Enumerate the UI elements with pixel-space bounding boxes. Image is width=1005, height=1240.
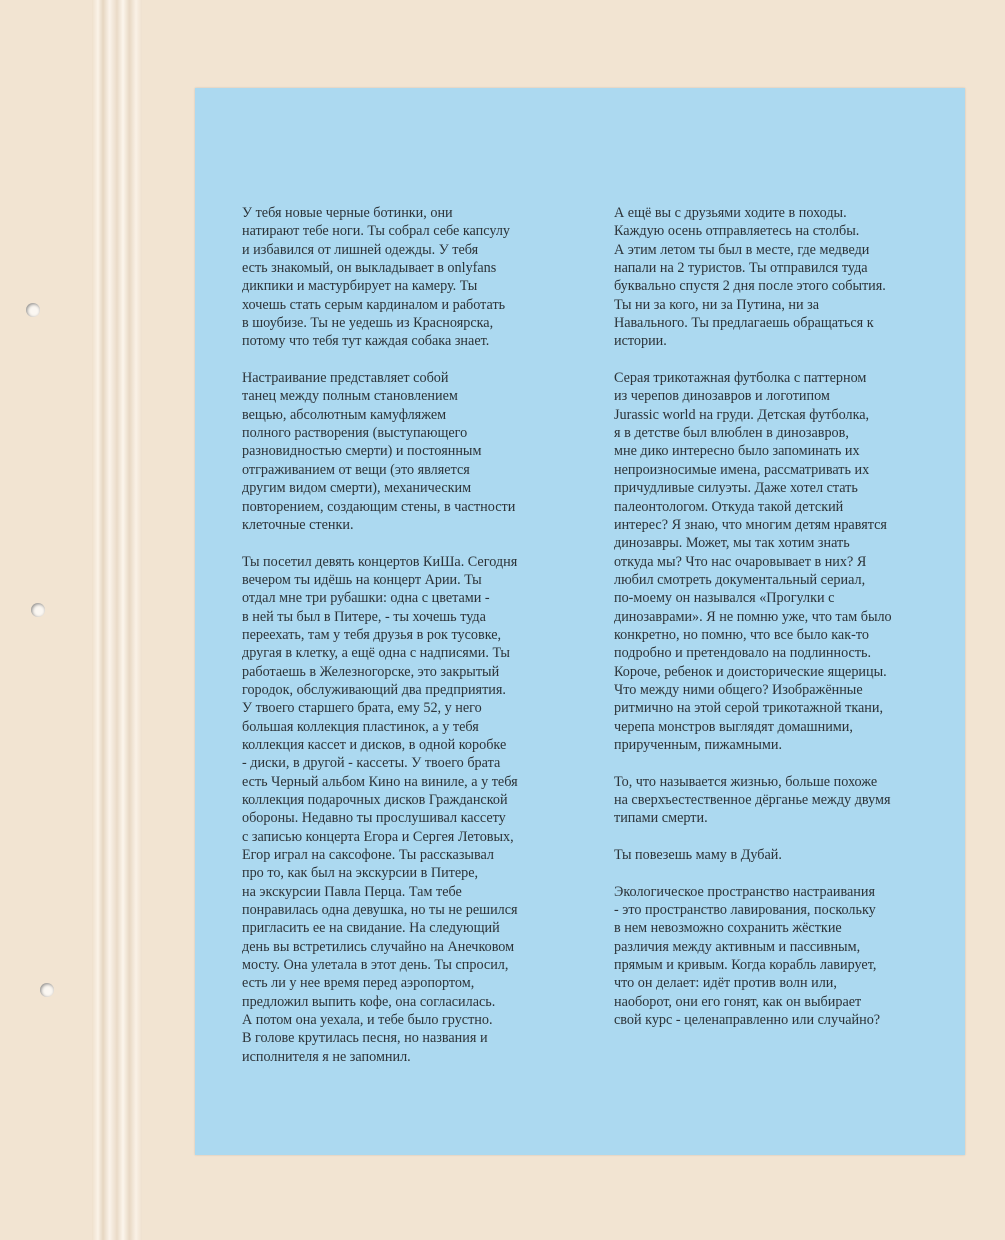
- text-line: Навального. Ты предлагаешь обращаться к: [614, 315, 874, 332]
- paragraph: [614, 369, 892, 754]
- text-line: Что между ними общего? Изображённые: [614, 681, 863, 698]
- text-line: коллекция подарочных дисков Гражданской: [242, 792, 508, 808]
- text-line: прямым и кривым. Когда корабль лавирует,: [614, 957, 877, 974]
- text-line: - диски, в другой - кассеты. У твоего брата: [242, 755, 501, 772]
- text-line: из черепов динозавров и логотипом: [614, 388, 830, 405]
- text-line: предложил выпить кофе, она согласилась.: [242, 993, 496, 1010]
- text-line: Каждую осень отправляетесь на столбы.: [614, 223, 860, 240]
- text-line: мне дико интересно было запоминать их: [614, 443, 860, 460]
- text-line: хочешь стать серым кардиналом и работать: [242, 296, 506, 313]
- text-line: в ней ты был в Питере, - ты хочешь туда: [242, 608, 486, 625]
- text-line: другим видом смерти), механическим: [242, 480, 472, 497]
- text-line: Серая трикотажная футболка с паттерном: [614, 370, 867, 387]
- text-line: коллекция кассет и дисков, в одной коробке: [242, 736, 507, 753]
- text-line: натирают тебе ноги. Ты собрал себе капсулу: [242, 223, 510, 240]
- text-line: с записью концерта Егора и Сергея Летовых,: [242, 828, 514, 845]
- paragraph: [242, 369, 518, 534]
- text-line: Короче, ребенок и доисторические ящерицы.: [614, 663, 887, 680]
- text-line: работаешь в Железногорске, это закрытый: [242, 663, 500, 680]
- text-line: есть Черный альбом Кино на виниле, а у тебя: [242, 773, 518, 790]
- text-line: исполнителя я не запомнил.: [242, 1048, 411, 1065]
- text-line: Настраивание представляет собой: [242, 370, 449, 387]
- text-line: вещью, абсолютным камуфляжем: [242, 406, 447, 423]
- text-line: на сверхъестественное дёрганье между двумя: [614, 792, 891, 808]
- text-line: Ты посетил девять концертов КиШа. Сегодня: [242, 553, 518, 570]
- text-line: вечером ты идёшь на концерт Арии. Ты: [242, 571, 482, 588]
- text-line: полного растворения (выступающего: [242, 425, 468, 442]
- text-line: динозаврами». Я не помню уже, что там было: [614, 608, 892, 625]
- text-line: пригласить ее на свидание. На следующий: [242, 920, 500, 937]
- text-line: динозавры. Может, мы так хотим знать: [614, 535, 850, 552]
- paragraph: [614, 846, 892, 864]
- text-line: танец между полным становлением: [242, 388, 458, 405]
- text-line: В голове крутилась песня, но названия и: [242, 1030, 488, 1047]
- text-line: ритмично на этой серой трикотажной ткани,: [614, 700, 884, 717]
- text-line: понравилась одна девушка, но ты не решился: [242, 902, 518, 919]
- text-line: повторением, создающим стены, в частности: [242, 498, 516, 515]
- text-line: Экологическое пространство настраивания: [614, 883, 875, 900]
- text-line: интерес? Я знаю, что многим детям нравятся: [614, 516, 887, 533]
- text-line: - это пространство лавирования, поскольку: [614, 902, 876, 919]
- text-line: прирученным, пижамными.: [614, 736, 783, 753]
- text-line: отдал мне три рубашки: одна с цветами -: [242, 590, 490, 607]
- text-line: по-моему он назывался «Прогулки с: [614, 590, 835, 607]
- text-line: что он делает: идёт против волн или,: [614, 975, 837, 992]
- text-line: черепа монстров выглядят домашними,: [614, 718, 853, 735]
- text-line: А этим летом ты был в месте, где медведи: [614, 241, 870, 258]
- paragraph: [614, 883, 892, 1030]
- text-line: отграживанием от вещи (это является: [242, 461, 470, 478]
- text-line: я в детстве был влюблен в динозавров,: [614, 425, 849, 442]
- punch-hole: [31, 603, 45, 617]
- text-line: А потом она уехала, и тебе было грустно.: [242, 1012, 493, 1029]
- text-line: напали на 2 туристов. Ты отправился туда: [614, 260, 868, 277]
- text-line: палеонтологом. Откуда такой детский: [614, 498, 844, 515]
- text-line: То, что называется жизнью, больше похоже: [614, 773, 878, 790]
- text-line: любил смотреть документальный сериал,: [614, 571, 866, 588]
- text-line: Jurassic world на груди. Детская футболка,: [614, 406, 870, 423]
- text-line: буквально спустя 2 дня после этого события.: [614, 278, 886, 295]
- text-line: есть ли у нее время перед аэропортом,: [242, 975, 475, 992]
- binder-fold: [92, 0, 142, 1240]
- text-line: день вы встретились случайно на Анечковом: [242, 938, 515, 955]
- punch-hole: [26, 303, 40, 317]
- text-line: про то, как был на экскурсии в Питере,: [242, 865, 479, 882]
- text-line: непроизносимые имена, рассматривать их: [614, 461, 870, 478]
- paragraph: [614, 204, 892, 351]
- text-line: обороны. Недавно ты прослушивал кассету: [242, 810, 506, 827]
- text-line: дикпики и мастурбирует на камеру. Ты: [242, 278, 478, 295]
- text-line: откуда мы? Что нас очаровывает в них? Я: [614, 553, 867, 570]
- text-line: Ты повезешь маму в Дубай.: [614, 847, 782, 864]
- text-line: А ещё вы с друзьями ходите в походы.: [614, 205, 847, 221]
- text-line: Ты ни за кого, ни за Путина, ни за: [614, 296, 820, 313]
- punch-hole: [40, 983, 54, 997]
- text-line: подробно и претендовало на подлинность.: [614, 645, 872, 662]
- blue-sheet: [195, 88, 965, 1155]
- text-line: в шоубизе. Ты не уедешь из Красноярска,: [242, 315, 494, 332]
- text-line: потому что тебя тут каждая собака знает.: [242, 333, 490, 350]
- paragraph: [614, 773, 892, 828]
- text-line: наоборот, они его гонят, как он выбирает: [614, 993, 862, 1010]
- paragraph: [242, 553, 518, 1067]
- text-line: разновидностью смерти) и постоянным: [242, 443, 482, 460]
- text-line: типами смерти.: [614, 810, 708, 827]
- text-line: конкретно, но помню, что все было как-то: [614, 626, 869, 643]
- right-column: [614, 204, 892, 1048]
- text-line: истории.: [614, 333, 667, 350]
- text-line: У твоего старшего брата, ему 52, у него: [242, 700, 482, 717]
- text-line: городок, обслуживающий два предприятия.: [242, 681, 506, 698]
- text-line: мосту. Она улетала в этот день. Ты спросил,: [242, 957, 509, 974]
- text-line: в нем невозможно сохранить жёсткие: [614, 920, 842, 937]
- text-line: клеточные стенки.: [242, 516, 354, 533]
- text-line: есть знакомый, он выкладывает в onlyfans: [242, 260, 497, 277]
- text-line: на экскурсии Павла Перца. Там тебе: [242, 883, 462, 900]
- text-line: различия между активным и пассивным,: [614, 938, 861, 955]
- text-line: свой курс - целенаправленно или случайно?: [614, 1012, 881, 1029]
- text-line: У тебя новые черные ботинки, они: [242, 205, 453, 221]
- text-line: причудливые силуэты. Даже хотел стать: [614, 480, 858, 497]
- text-line: Егор играл на саксофоне. Ты рассказывал: [242, 847, 494, 864]
- text-line: другая в клетку, а ещё одна с надписями. Ты: [242, 645, 510, 662]
- left-column: [242, 204, 518, 1085]
- text-line: и избавился от лишней одежды. У тебя: [242, 241, 479, 258]
- text-line: переехать, там у тебя друзья в рок тусовке,: [242, 626, 502, 643]
- text-line: большая коллекция пластинок, а у тебя: [242, 718, 479, 735]
- paragraph: [242, 204, 518, 351]
